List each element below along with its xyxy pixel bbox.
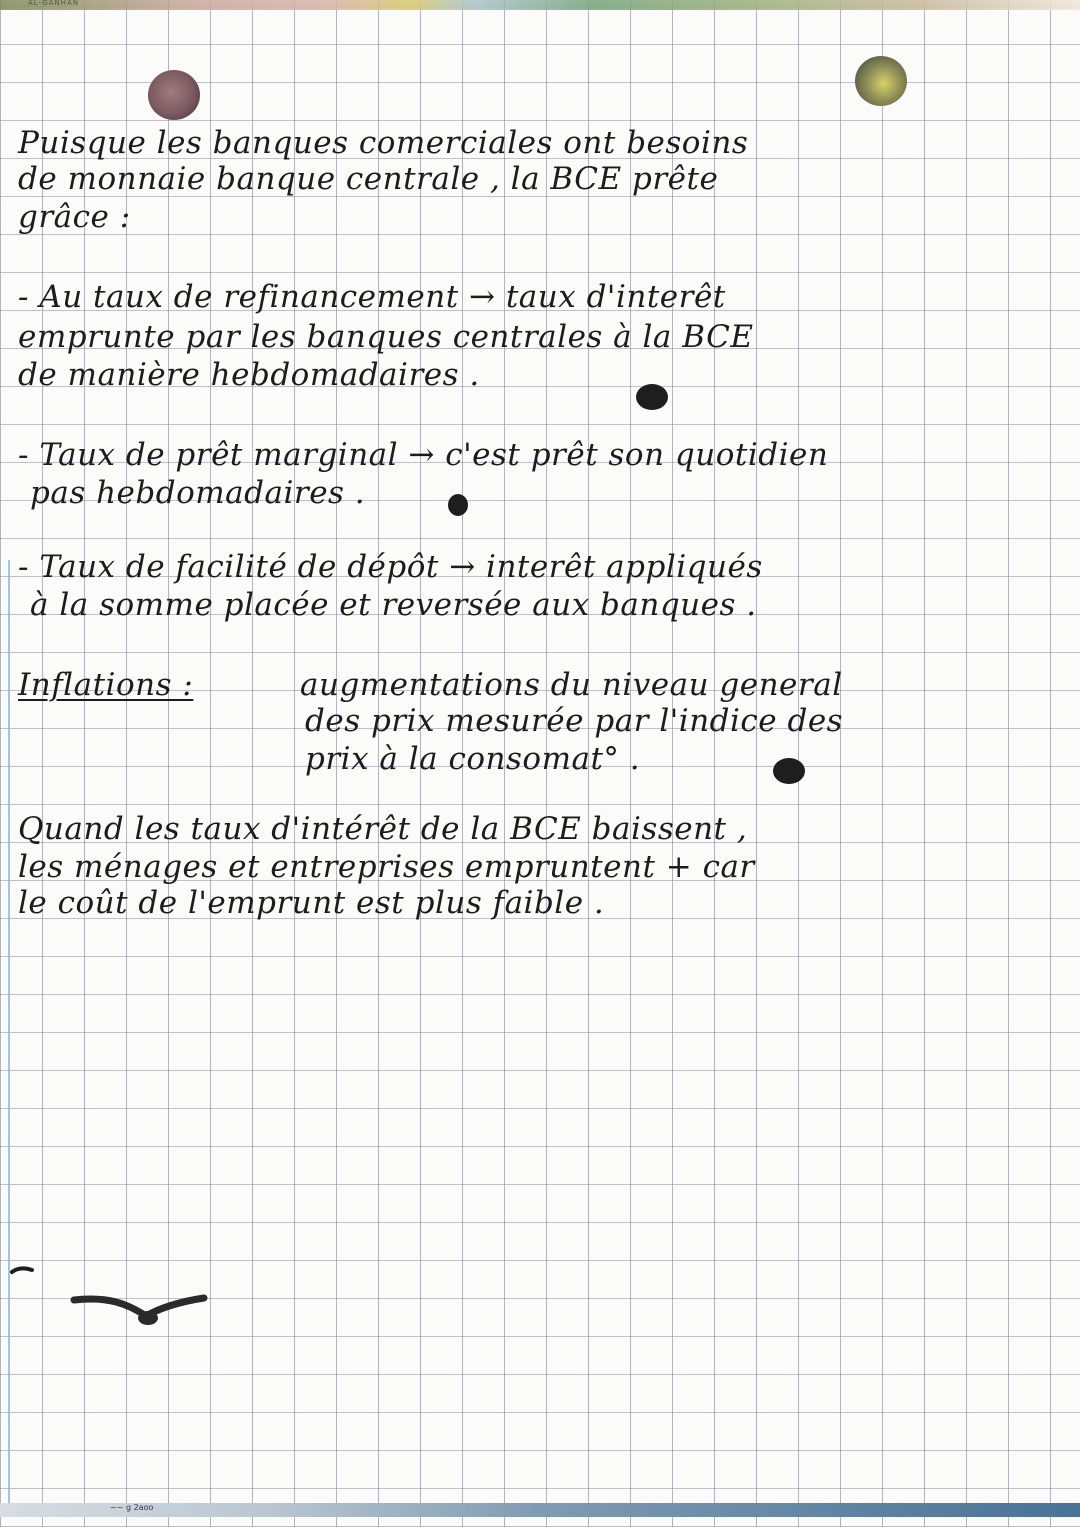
page-top-edge — [0, 0, 1080, 10]
bottom-edge-label: ~~ g 2aoo — [110, 1503, 154, 1512]
bullet-1-line-3: de manière hebdomadaires . — [18, 357, 480, 393]
intro-line-2: de monnaie banque centrale , la BCE prête — [18, 161, 719, 197]
conclusion-line-1: Quand les taux d'intérêt de la BCE baissent , — [18, 811, 748, 847]
bullet-1-line-2: emprunte par les banques centrales à la BCE — [18, 319, 754, 355]
conclusion-line-3: le coût de l'emprunt est plus faible . — [18, 885, 605, 921]
punch-hole-left — [148, 70, 200, 120]
bullet-3-line-1: - Taux de facilité de dépôt → interêt appliqués — [18, 549, 763, 585]
page-bottom-edge — [0, 1503, 1080, 1517]
definition-line-1: augmentations du niveau general — [300, 667, 843, 703]
margin-line — [8, 560, 10, 1505]
punch-hole-right — [855, 56, 907, 106]
conclusion-line-2: les ménages et entreprises empruntent + car — [18, 849, 755, 885]
definition-line-2: des prix mesurée par l'indice des — [305, 703, 844, 739]
bullet-3-line-2: à la somme placée et reversée aux banques . — [30, 587, 757, 623]
definition-line-3: prix à la consomat° . — [305, 741, 641, 777]
bullet-2-line-2: pas hebdomadaires . — [30, 475, 366, 511]
top-edge-label: AL-GANHAN — [28, 0, 80, 7]
bullet-2-line-1: - Taux de prêt marginal → c'est prêt son quotidien — [18, 437, 829, 473]
ink-blot-icon — [448, 494, 468, 516]
intro-line-1: Puisque les banques comerciales ont besoins — [18, 125, 749, 161]
definition-term: Inflations : — [18, 667, 194, 703]
ink-blot-icon — [636, 384, 668, 410]
bullet-1-line-1: - Au taux de refinancement → taux d'interêt — [18, 279, 726, 315]
intro-line-3: grâce : — [18, 199, 131, 235]
ink-blot-icon — [773, 758, 805, 784]
ink-scribble-icon — [8, 1260, 228, 1340]
